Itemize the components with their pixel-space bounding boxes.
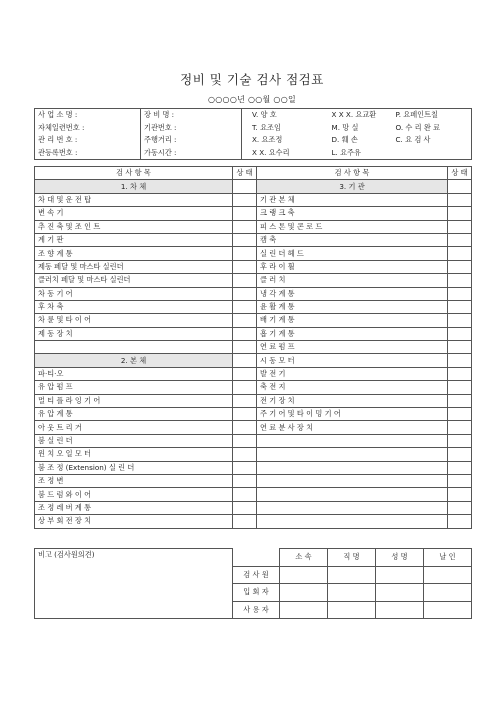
checklist-row [35, 193, 472, 206]
status-cell[interactable] [448, 434, 472, 447]
inspection-date: ○○○○년 ○○월 ○○일 [207, 95, 296, 104]
signature-entry[interactable] [376, 601, 424, 619]
info-label: 사 업 소 명 : [35, 109, 141, 122]
check-item-left: 파·티·오 [35, 367, 233, 380]
item-header-left: 검 사 항 목 [35, 167, 233, 180]
check-item-left: 붐 드 럼 와 이 어 [35, 488, 233, 501]
info-label: 기관번호 : [141, 122, 242, 135]
check-item-right: 연 료 분 사 장 치 [257, 421, 448, 434]
checklist-row [35, 207, 472, 220]
check-item-right: 캠 축 [257, 233, 448, 246]
status-cell[interactable] [233, 394, 257, 407]
check-item-right [257, 488, 448, 501]
checklist-row [35, 247, 472, 260]
page-title: 정비 및 기술 검사 점검표 [180, 72, 324, 87]
check-item-right: 발 전 기 [257, 367, 448, 380]
check-item-left: 윈 치 오 일 모 터 [35, 448, 233, 461]
check-item-right: 주 기 어 및 타 이 밍 기 어 [257, 408, 448, 421]
status-cell[interactable] [233, 300, 257, 313]
check-item-right: 축 전 지 [257, 381, 448, 394]
check-item-left: 차 대 및 운 전 탑 [35, 193, 233, 206]
check-item-right: 냉 각 계 통 [257, 287, 448, 300]
check-item-left: 유 압 계 통 [35, 408, 233, 421]
status-cell[interactable] [233, 274, 257, 287]
check-item-right: 후 라 이 휠 [257, 260, 448, 273]
signature-header: 직 명 [328, 549, 376, 567]
status-cell[interactable] [233, 381, 257, 394]
status-cell[interactable] [233, 233, 257, 246]
signature-header: 성 명 [376, 549, 424, 567]
check-item-left: 유 압 펌 프 [35, 381, 233, 394]
check-item-left: 상 부 회 전 장 치 [35, 515, 233, 528]
info-label: 관 리 번 호 : [35, 134, 141, 147]
checklist-row [35, 233, 472, 246]
info-row [35, 147, 472, 160]
signature-entry[interactable] [328, 566, 376, 584]
check-item-left [35, 341, 233, 354]
status-cell[interactable] [448, 327, 472, 340]
role-header-cell [233, 549, 280, 567]
status-cell[interactable] [448, 474, 472, 487]
info-label: 관등록번호 : [35, 147, 141, 160]
status-cell[interactable] [448, 381, 472, 394]
check-item-left: 차 동 기 어 [35, 287, 233, 300]
checklist-row [35, 461, 472, 474]
status-cell[interactable] [233, 448, 257, 461]
check-item-right [257, 448, 448, 461]
status-cell[interactable] [233, 260, 257, 273]
status-cell[interactable] [233, 207, 257, 220]
checklist-row [35, 421, 472, 434]
status-cell[interactable] [448, 260, 472, 273]
status-header-right: 상 태 [448, 167, 472, 180]
signature-header: 소 속 [280, 549, 328, 567]
status-cell[interactable] [448, 220, 472, 233]
check-item-left: 조 정 레 버 계 통 [35, 501, 233, 514]
signature-entry[interactable] [280, 584, 328, 602]
check-item-right [257, 474, 448, 487]
check-item-left: 제 동 장 치 [35, 327, 233, 340]
item-header-right: 검 사 항 목 [257, 167, 448, 180]
status-cell[interactable] [233, 341, 257, 354]
check-item-right: 연 료 펌 프 [257, 341, 448, 354]
status-cell[interactable] [233, 367, 257, 380]
status-cell[interactable] [233, 461, 257, 474]
status-cell[interactable] [448, 274, 472, 287]
info-label: 자체일련번호 : [35, 122, 141, 135]
checklist-row [35, 367, 472, 380]
checklist-row [35, 220, 472, 233]
status-cell[interactable] [233, 354, 257, 367]
signature-header-row [35, 549, 472, 567]
status-cell[interactable] [448, 488, 472, 501]
status-cell[interactable] [448, 341, 472, 354]
signature-entry[interactable] [424, 584, 472, 602]
checklist-row [35, 474, 472, 487]
checklist-row [35, 354, 472, 367]
checklist-row [35, 448, 472, 461]
status-cell[interactable] [448, 300, 472, 313]
checklist-row [35, 381, 472, 394]
check-item-right [257, 434, 448, 447]
check-item-right [257, 501, 448, 514]
legend-code: P. 요페인트칠 [394, 109, 472, 122]
legend-code: X X. 요수리 [242, 147, 322, 160]
checklist-row [35, 501, 472, 514]
legend-code: C. 요 검 사 [394, 134, 472, 147]
check-item-right [257, 515, 448, 528]
status-cell[interactable] [233, 488, 257, 501]
status-cell[interactable] [233, 515, 257, 528]
status-cell[interactable] [448, 354, 472, 367]
section-header-left: 1. 차 체 [35, 180, 233, 193]
status-cell[interactable] [233, 287, 257, 300]
status-cell[interactable] [448, 247, 472, 260]
check-item-right: 피 스 톤 및 콘 로 드 [257, 220, 448, 233]
check-item-left: 클러치 페달 및 마스타 실린더 [35, 274, 233, 287]
signature-entry[interactable] [376, 584, 424, 602]
status-cell[interactable] [448, 207, 472, 220]
status-cell[interactable] [233, 327, 257, 340]
checklist-row [35, 260, 472, 273]
checklist-header-row [35, 167, 472, 180]
check-item-left: 후 차 축 [35, 300, 233, 313]
status-cell[interactable] [448, 461, 472, 474]
checklist-row [35, 341, 472, 354]
check-item-left: 아 웃 트 리 거 [35, 421, 233, 434]
section-header-right: 3. 기 관 [257, 180, 448, 193]
status-cell[interactable] [448, 408, 472, 421]
status-cell[interactable] [448, 367, 472, 380]
legend-code [394, 147, 472, 160]
check-item-right [257, 461, 448, 474]
signature-role: 검 사 원 [233, 566, 280, 584]
legend-code: T. 요조임 [242, 122, 322, 135]
signature-entry[interactable] [328, 584, 376, 602]
check-item-right: 크 랭 크 축 [257, 207, 448, 220]
legend-code: D. 훼 손 [331, 135, 358, 145]
signature-entry[interactable] [424, 601, 472, 619]
signature-entry[interactable] [424, 566, 472, 584]
check-item-left: 멀 티 플 라 잉 기 어 [35, 394, 233, 407]
legend-code: X X X. 요교환 [322, 109, 394, 122]
checklist-row [35, 408, 472, 421]
check-item-left: 조 정 변 [35, 474, 233, 487]
checklist-row [35, 488, 472, 501]
status-cell[interactable] [233, 434, 257, 447]
status-header-left: 상 태 [233, 167, 257, 180]
status-cell[interactable] [233, 408, 257, 421]
check-item-right: 시 동 모 터 [257, 354, 448, 367]
signature-header: 날 인 [424, 549, 472, 567]
status-cell[interactable] [233, 180, 257, 193]
checklist-table [34, 166, 472, 529]
checklist-row [35, 314, 472, 327]
signature-entry[interactable] [328, 601, 376, 619]
check-item-right: 클 러 치 [257, 274, 448, 287]
checklist-row [35, 300, 472, 313]
check-item-left: 추 진 축 및 조 인 트 [35, 220, 233, 233]
check-item-left: 변 속 기 [35, 207, 233, 220]
status-cell[interactable] [233, 220, 257, 233]
status-cell[interactable] [448, 287, 472, 300]
check-item-right: 윤 활 계 통 [257, 300, 448, 313]
signature-entry[interactable] [280, 566, 328, 584]
checklist-row [35, 394, 472, 407]
check-item-left: 붐 조 정 (Extension) 실 린 더 [35, 461, 233, 474]
status-cell[interactable] [448, 314, 472, 327]
info-row [35, 122, 472, 135]
checklist-row [35, 434, 472, 447]
info-table [34, 108, 472, 160]
signature-entry[interactable] [280, 601, 328, 619]
status-cell[interactable] [448, 421, 472, 434]
info-row [35, 134, 472, 147]
check-item-left: 차 륜 및 타 이 어 [35, 314, 233, 327]
check-item-right: 배 기 계 통 [257, 314, 448, 327]
check-item-right: 실 린 더 헤 드 [257, 247, 448, 260]
check-item-right: 흡 기 계 통 [257, 327, 448, 340]
signature-role: 입 회 자 [233, 584, 280, 602]
status-cell[interactable] [233, 193, 257, 206]
legend-code: L. 요주유 [322, 147, 394, 160]
checklist-row [35, 287, 472, 300]
check-item-left: 조 향 계 통 [35, 247, 233, 260]
check-item-left: 계 기 판 [35, 233, 233, 246]
checklist-row [35, 274, 472, 287]
status-cell[interactable] [448, 448, 472, 461]
legend-code: X. 요조정 [242, 134, 322, 147]
status-cell[interactable] [233, 421, 257, 434]
remark-label: 비고 (검사원의견) [35, 549, 233, 619]
signature-role: 사 용 자 [233, 601, 280, 619]
legend-code: V. 양 호 [242, 109, 322, 122]
info-row [35, 109, 472, 122]
status-cell[interactable] [233, 501, 257, 514]
check-item-right: 기 관 본 체 [257, 193, 448, 206]
status-cell[interactable] [448, 394, 472, 407]
status-cell[interactable] [448, 193, 472, 206]
status-cell[interactable] [233, 314, 257, 327]
info-label: 주행거리 : [141, 134, 242, 147]
check-item-left: 제동 페달 및 마스타 실린더 [35, 260, 233, 273]
signature-table [34, 548, 472, 619]
check-item-right: 전 기 장 치 [257, 394, 448, 407]
status-cell[interactable] [448, 515, 472, 528]
status-cell[interactable] [233, 474, 257, 487]
status-cell[interactable] [448, 501, 472, 514]
status-cell[interactable] [448, 233, 472, 246]
checklist-row [35, 515, 472, 528]
signature-entry[interactable] [376, 566, 424, 584]
checklist-row [35, 180, 472, 193]
legend-code: O. 수 리 완 료 [394, 122, 472, 135]
status-cell[interactable] [233, 247, 257, 260]
checklist-row [35, 327, 472, 340]
status-cell[interactable] [448, 180, 472, 193]
section-header-left: 2. 본 체 [35, 354, 233, 367]
info-label: 가동시간 : [141, 147, 242, 160]
info-label: 장 비 명 : [141, 109, 242, 122]
legend-code: M. 망 실 [331, 122, 359, 132]
check-item-left: 붐 실 린 더 [35, 434, 233, 447]
